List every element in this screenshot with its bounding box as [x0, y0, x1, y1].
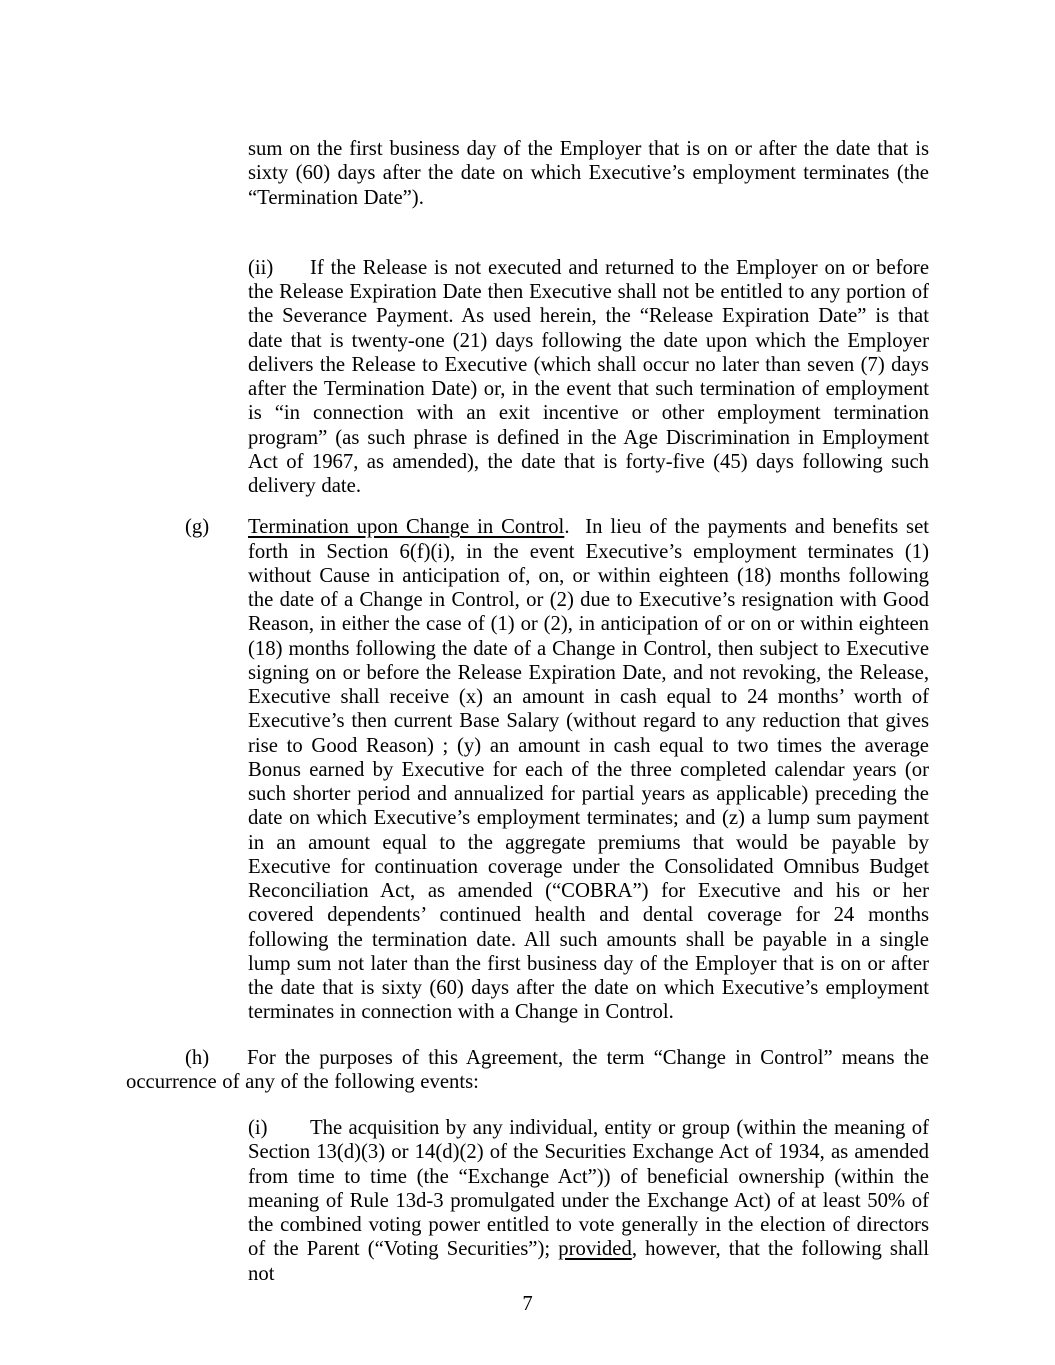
clause-h-label: (h): [185, 1046, 210, 1069]
clause-i-underlined-provided: provided: [558, 1238, 632, 1261]
clause-ii-label: (ii): [248, 256, 274, 279]
clause-g-paragraph: [126, 515, 929, 1024]
clause-g-heading: Termination upon Change in Control: [248, 516, 565, 539]
clause-ii-text: If the Release is not executed and returned to the Employer on or before the Release Expiration Date then Executive shall not be entitled to any portion of the Severance Payment. As used herein, the “Release Expiration Date” is that date that is twenty-one (21) days following the date upon which the Employer delivers the Release to Executive (which shall occur no later than seven (7) days after the Termination Date) or, in the event that such termination of employment is “in connection with an exit incentive or other employment termination program” (as such phrase is defined in the Age Discrimination in Employment Act of 1967, as amended), the date that is forty-five (45) days following such delivery date.: [248, 256, 929, 497]
page-number: 7: [522, 1292, 533, 1315]
clause-i-text-after: , however, that the following shall not: [248, 1238, 929, 1285]
clause-h-paragraph: [126, 1046, 929, 1095]
clause-g-label: (g): [185, 516, 210, 539]
clause-i-paragraph: [248, 1116, 929, 1286]
paragraph-termination-date-text: sum on the first business day of the Employer that is on or after the date that is sixty (60) days after the date on which Executive’s employment terminates (the “Termination Date”).: [248, 138, 929, 209]
clause-g-text: . In lieu of the payments and benefits set forth in Section 6(f)(i), in the event Executive’s employment terminates (1) without Cause in anticipation of, on, or within eighteen (18) months following the date of a Change in Control, or (2) due to Executive’s resignation with Good Reason, in either the case of (1) or (2), in anticipation of or on or within eighteen (18) months following the date of a Change in Control, then subject to Executive signing on or before the Release Expiration Date, and not revoking, the Release, Executive shall receive (x) an amount in cash equal to 24 months’ worth of Executive’s then current Base Salary (without regard to any reduction that gives rise to Good Reason) ; (y) an amount in cash equal to two times the average Bonus earned by Executive for each of the three completed calendar years (or such shorter period and annualized for partial years as applicable) preceding the date on which Executive’s employment terminates; and (z) a lump sum payment in an amount equal to the aggregate premiums that would be payable by Executive for continuation coverage under the Consolidated Omnibus Budget Reconciliation Act, as amended (“COBRA”) for Executive and his or her covered dependents’ continued health and dental coverage for 24 months following the termination date. All such amounts shall be payable in a single lump sum not later than the first business day of the Employer that is on or after the date that is sixty (60) days after the date on which Executive’s employment terminates in connection with a Change in Control.: [248, 516, 930, 1024]
clause-i-label: (i): [248, 1117, 268, 1139]
clause-i-text-before: The acquisition by any individual, entity or group (within the meaning of Section 13(d)(3) or 14(d)(2) of the Securities Exchange Act of 1934, as amended from time to time (the “Exchange Act”)) of beneficial ownership (within the meaning of Rule 13d-3 promulgated under the Exchange Act) of at least 50% of the combined voting power entitled to vote generally in the election of directors of the Parent (“Voting Securities”);: [248, 1117, 929, 1261]
paragraph-termination-date: [248, 137, 929, 210]
clause-ii-paragraph: [248, 256, 929, 499]
clause-h-text: For the purposes of this Agreement, the term “Change in Control” means the occurrence of any of the following events:: [126, 1046, 929, 1093]
